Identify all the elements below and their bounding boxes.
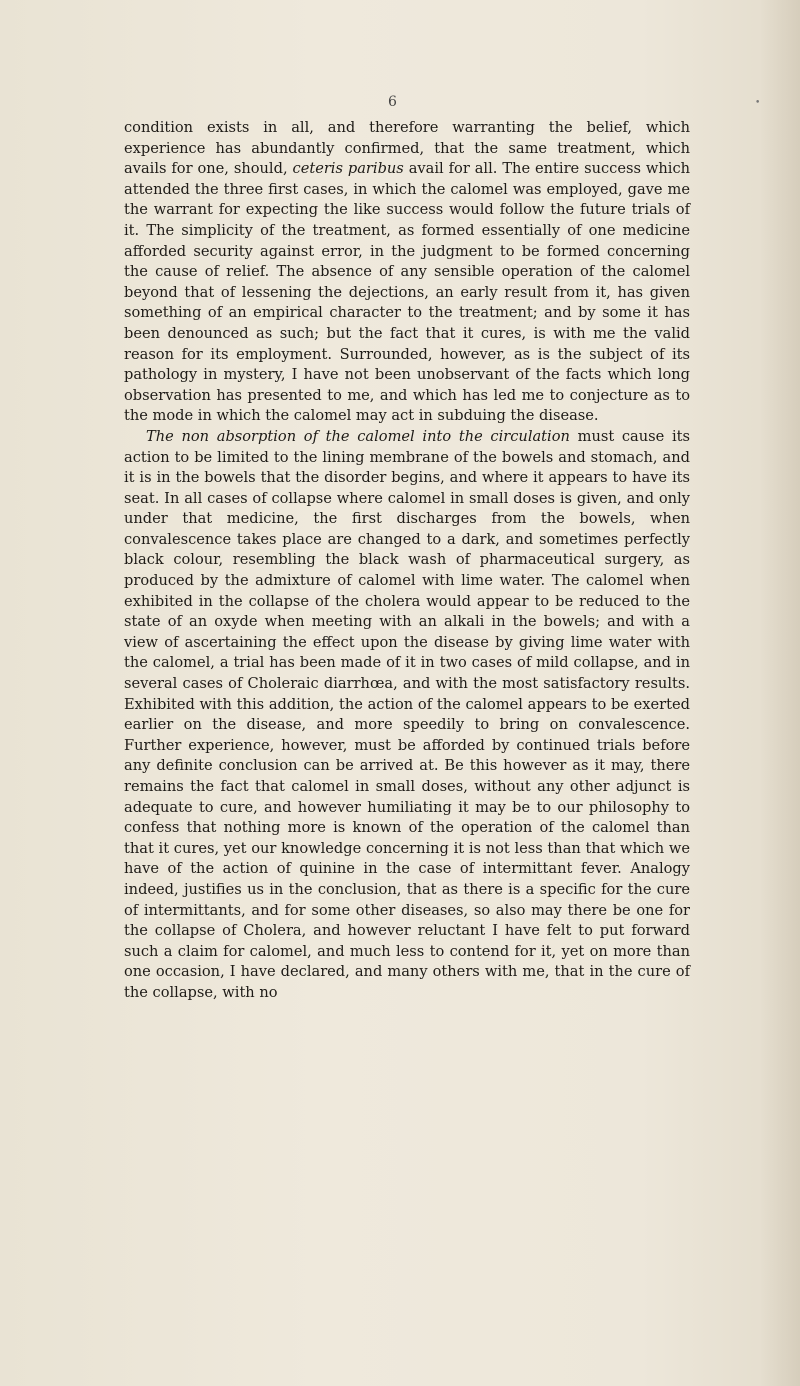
paragraph-1-latin-phrase: ceteris paribus [292, 160, 404, 178]
paragraph-1 [124, 118, 690, 427]
body-text [124, 118, 690, 1004]
stray-mark: • [755, 98, 761, 108]
paragraph-2-italic-lead: The non absorption of the calomel into the circulation [146, 427, 570, 445]
paragraph-2 [124, 427, 690, 1004]
page-number: 6 [388, 94, 397, 110]
page-edge-shadow [760, 0, 800, 1386]
paragraph-2-text: must cause its action to be limited to the lining membrane of the bowels and stomach, and it is in the bowels that the disorder begins, and where it appears to have its seat. In all cases of collapse where calomel in small doses is given, and only under that medicine, the first discharges from the bowels, when convalescence takes place are changed to a dark, and sometimes perfectly black colour, resembling the black wash of pharmaceutical surgery, as produced by the admixture of calomel with lime water. The calomel when exhibited in the collapse of the cholera would appear to be reduced to the state of an oxyde when meeting with an alkali in the bowels; and with a view of ascertaining the effect upon the disease by giving lime water with the calomel, a trial has been made of it in two cases of mild collapse, and in several cases of Choleraic diarrhœa, and with the most satisfactory results. Exhibited with this addition, the action of the calomel appears to be exerted earlier on the disease, and more speedily to bring on convalescence. Further experience, however, must be afforded by continued trials before any definite conclusion can be arrived at. Be this however as it may, there remains the fact that calomel in small doses, without any other adjunct is adequate to cure, and however humiliating it may be to our philosophy to confess that nothing more is known of the operation of the calomel than that it cures, yet our knowledge concerning it is not less than that which we have of the action of quinine in the case of intermittant fever. Analogy indeed, justifies us in the conclusion, that as there is a specific for the cure of intermittants, and for some other diseases, so also may there be one for the collapse of Cholera, and however reluctant I have felt to put forward such a claim for calomel, and much less to contend for it, yet on more than one occasion, I have declared, and many others with me, that in the cure of the collapse, with no [124, 427, 690, 1001]
paragraph-1-part-1: condition exists in all, and therefore warranting the belief, which experience has abundantly confirmed, that the same treatment, which avails for one, should, [124, 119, 690, 178]
paragraph-1-part-2: avail for all. The entire success which attended the three first cases, in which the calomel was employed, gave me the warrant for expecting the like success would follow the future trials of it. The simplicity of the treatment, as formed essentially of one medicine afforded security against error, in the judgment to be formed concerning the cause of relief. The absence of any sensible operation of the calomel beyond that of lessening the dejections, an early result from it, has given something of an empirical character to the treatment; and by some it has been denounced as such; but the fact that it cures, is with me the valid reason for its employment. Surrounded, however, as is the subject of its pathology in mystery, I have not been unobservant of the facts which long observation has presented to me, and which has led me to conjecture as to the mode in which the calomel may act in subduing the disease. [124, 160, 691, 425]
